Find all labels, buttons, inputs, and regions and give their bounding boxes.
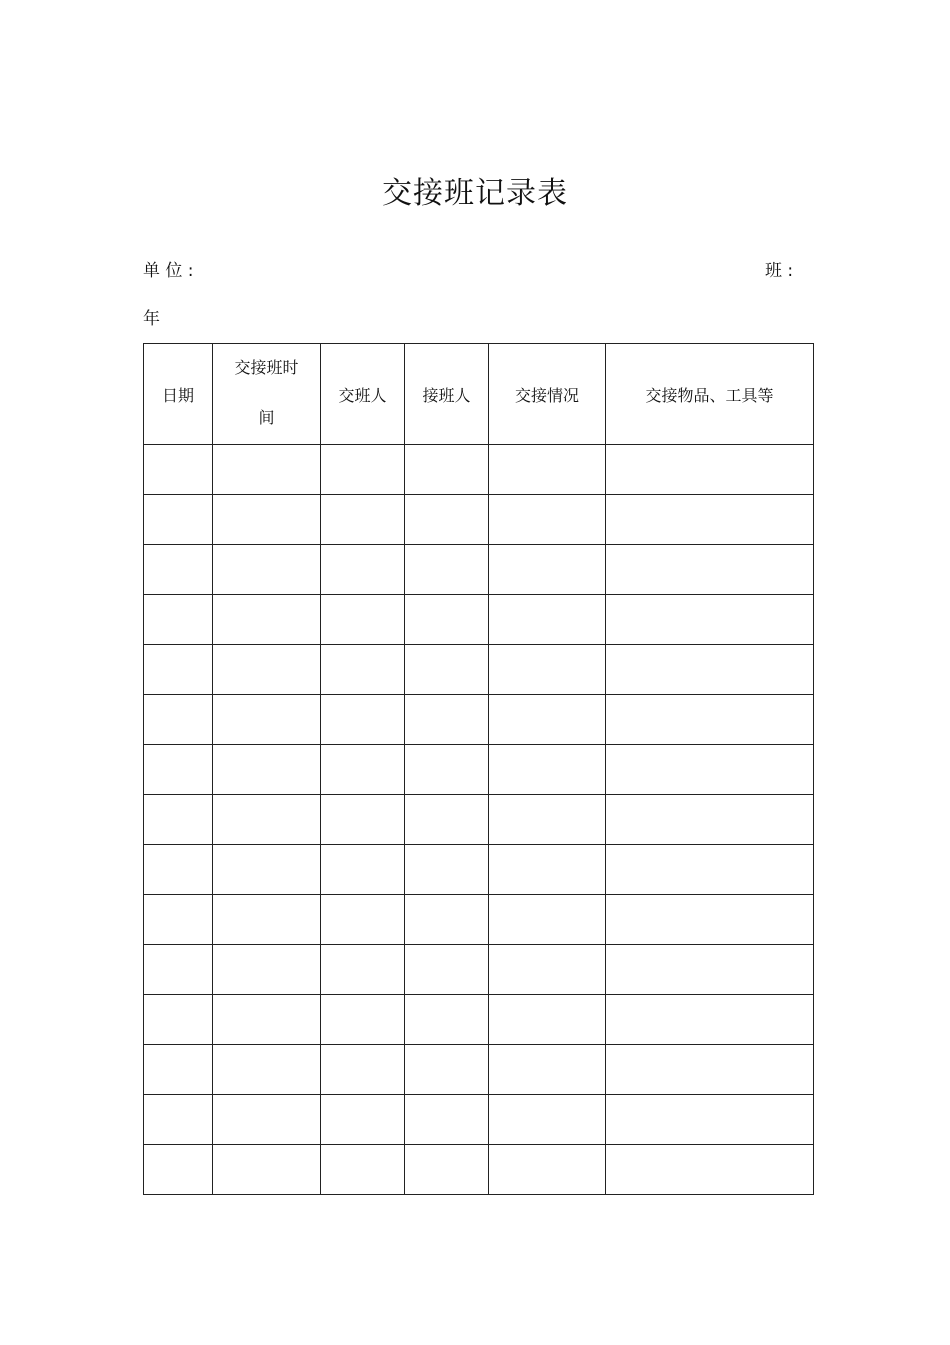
cell-handover-items[interactable] [606,445,814,495]
cell-date[interactable] [144,545,213,595]
cell-receiving-person[interactable] [405,945,489,995]
header-handover-time [213,344,321,445]
cell-handing-over-person[interactable] [321,1095,405,1145]
table-row [144,1095,814,1145]
cell-handover-status[interactable] [489,1095,606,1145]
cell-handover-status[interactable] [489,1145,606,1195]
header-date: 日期 [144,344,213,445]
shift-label: 班 : [765,261,794,281]
cell-date[interactable] [144,1145,213,1195]
cell-handover-items[interactable] [606,795,814,845]
table-row [144,895,814,945]
table-row [144,545,814,595]
table-row [144,695,814,745]
cell-handover-time[interactable] [213,495,321,545]
cell-receiving-person[interactable] [405,745,489,795]
cell-handover-time[interactable] [213,1145,321,1195]
table-row [144,995,814,1045]
cell-handing-over-person[interactable] [321,1145,405,1195]
cell-handover-items[interactable] [606,745,814,795]
handover-log-table [143,343,814,1195]
cell-handover-status[interactable] [489,1045,606,1095]
unit-label: 单 位 : [143,261,194,281]
table-body [144,445,814,1195]
cell-date[interactable] [144,895,213,945]
cell-date[interactable] [144,1095,213,1145]
cell-handover-items[interactable] [606,695,814,745]
cell-date[interactable] [144,945,213,995]
cell-date[interactable] [144,745,213,795]
cell-handover-status[interactable] [489,895,606,945]
header-handover-items: 交接物品、工具等 [606,344,814,445]
cell-handover-items[interactable] [606,995,814,1045]
cell-handover-status[interactable] [489,695,606,745]
cell-handover-items[interactable] [606,495,814,545]
cell-handover-status[interactable] [489,645,606,695]
cell-handover-status[interactable] [489,495,606,545]
table-row [144,445,814,495]
cell-receiving-person[interactable] [405,495,489,545]
cell-handover-time[interactable] [213,595,321,645]
table-header-row [144,344,814,445]
cell-receiving-person[interactable] [405,695,489,745]
cell-handover-time[interactable] [213,795,321,845]
cell-handover-items[interactable] [606,1095,814,1145]
cell-handover-time[interactable] [213,945,321,995]
cell-handing-over-person[interactable] [321,695,405,745]
cell-handover-items[interactable] [606,1045,814,1095]
cell-receiving-person[interactable] [405,1145,489,1195]
cell-date[interactable] [144,645,213,695]
cell-handing-over-person[interactable] [321,795,405,845]
cell-handover-time[interactable] [213,545,321,595]
table-row [144,1145,814,1195]
cell-date[interactable] [144,695,213,745]
header-receiving-person: 接班人 [405,344,489,445]
cell-handing-over-person[interactable] [321,495,405,545]
cell-handover-items[interactable] [606,845,814,895]
cell-handing-over-person[interactable] [321,645,405,695]
cell-handover-time[interactable] [213,745,321,795]
cell-handover-time[interactable] [213,1045,321,1095]
cell-handover-time[interactable] [213,1095,321,1145]
header-handover-time-line2: 间 [258,408,275,427]
cell-handover-status[interactable] [489,945,606,995]
cell-receiving-person[interactable] [405,595,489,645]
header-handing-over-person: 交班人 [321,344,405,445]
table-row [144,595,814,645]
cell-handing-over-person[interactable] [321,545,405,595]
cell-handover-time[interactable] [213,995,321,1045]
cell-handover-time[interactable] [213,445,321,495]
cell-handover-time[interactable] [213,695,321,745]
cell-receiving-person[interactable] [405,645,489,695]
cell-handing-over-person[interactable] [321,745,405,795]
cell-handing-over-person[interactable] [321,945,405,995]
cell-handing-over-person[interactable] [321,1045,405,1095]
cell-date[interactable] [144,445,213,495]
cell-handover-items[interactable] [606,595,814,645]
cell-handover-time[interactable] [213,895,321,945]
document-title: 交接班记录表 [382,176,568,211]
cell-receiving-person[interactable] [405,845,489,895]
table-row [144,945,814,995]
cell-date[interactable] [144,995,213,1045]
cell-handing-over-person[interactable] [321,895,405,945]
table-row [144,1045,814,1095]
cell-receiving-person[interactable] [405,1045,489,1095]
table-row [144,795,814,845]
cell-receiving-person[interactable] [405,545,489,595]
cell-receiving-person[interactable] [405,445,489,495]
cell-date[interactable] [144,845,213,895]
cell-date[interactable] [144,1045,213,1095]
year-label: 年 [143,309,160,329]
cell-handover-items[interactable] [606,645,814,695]
cell-handover-items[interactable] [606,1145,814,1195]
cell-receiving-person[interactable] [405,1095,489,1145]
cell-handover-status[interactable] [489,545,606,595]
cell-handover-items[interactable] [606,895,814,945]
cell-handing-over-person[interactable] [321,995,405,1045]
cell-handover-time[interactable] [213,845,321,895]
cell-handover-status[interactable] [489,745,606,795]
cell-date[interactable] [144,495,213,545]
cell-handover-status[interactable] [489,795,606,845]
cell-handover-status[interactable] [489,445,606,495]
cell-handing-over-person[interactable] [321,445,405,495]
cell-handover-status[interactable] [489,845,606,895]
cell-handover-status[interactable] [489,595,606,645]
cell-handover-items[interactable] [606,945,814,995]
cell-date[interactable] [144,595,213,645]
cell-handing-over-person[interactable] [321,845,405,895]
cell-receiving-person[interactable] [405,995,489,1045]
table-row [144,495,814,545]
table-row [144,845,814,895]
cell-handover-status[interactable] [489,995,606,1045]
cell-handover-items[interactable] [606,545,814,595]
table-row [144,745,814,795]
table-row [144,645,814,695]
header-handover-time-line1: 交接班时 [234,358,299,377]
cell-handing-over-person[interactable] [321,595,405,645]
cell-handover-time[interactable] [213,645,321,695]
cell-receiving-person[interactable] [405,895,489,945]
header-handover-status: 交接情况 [489,344,606,445]
cell-receiving-person[interactable] [405,795,489,845]
cell-date[interactable] [144,795,213,845]
